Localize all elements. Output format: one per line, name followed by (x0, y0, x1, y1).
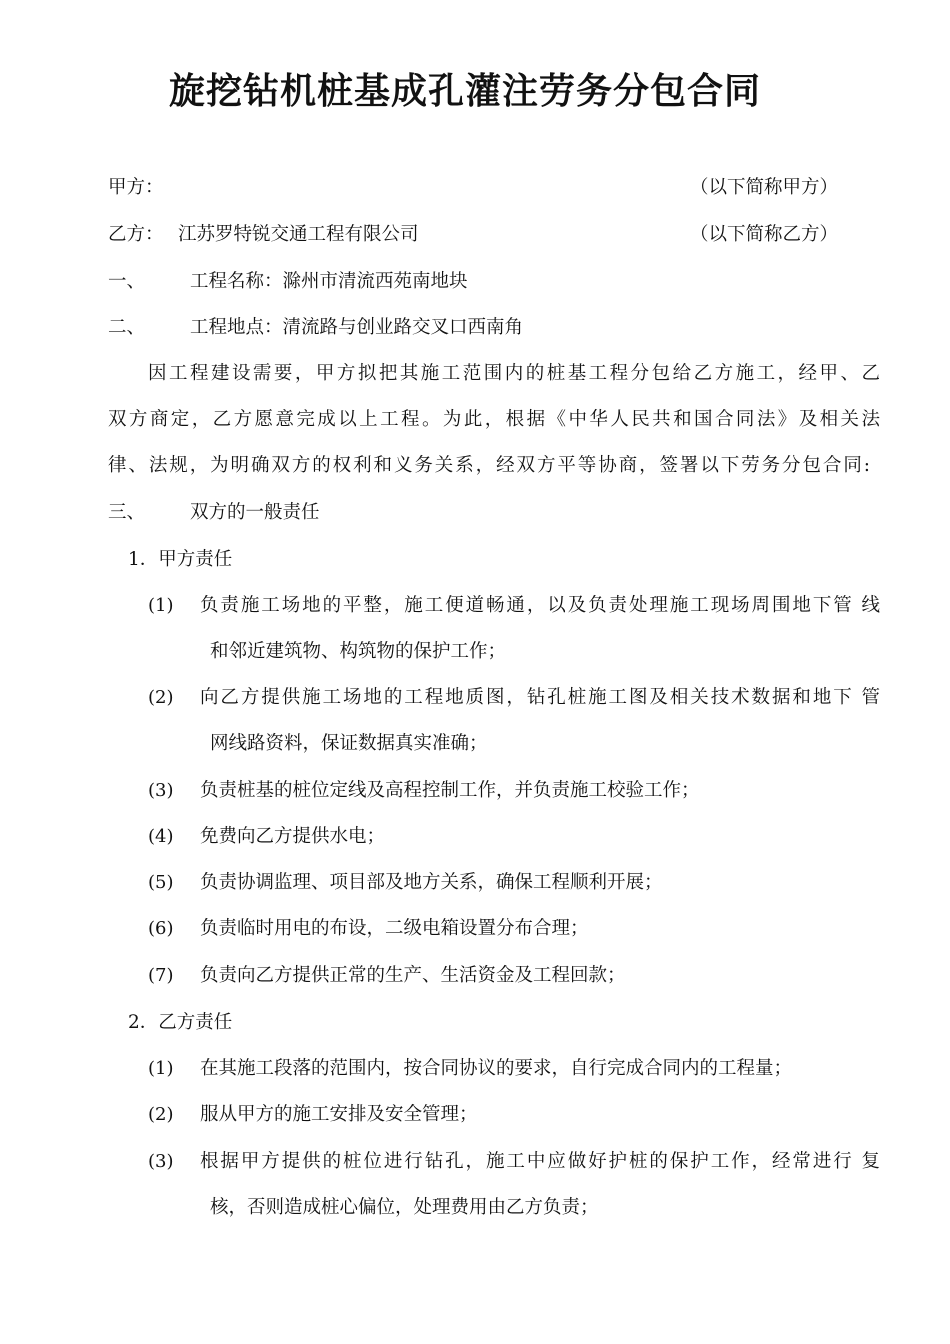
intro-line-3: 律、法规，为明确双方的权利和义务关系，经双方平等协商，签署以下劳务分包合同: (108, 455, 870, 476)
party-b-duties-heading: 2．乙方责任 (128, 1012, 233, 1033)
party-a-item-5-number: (5) (148, 872, 174, 893)
party-a-item-3-number: (3) (148, 780, 174, 801)
party-a-item-3-text: 负责桩基的桩位定线及高程控制工作，并负责施工校验工作； (200, 780, 700, 801)
party-a-item-4-number: (4) (148, 826, 174, 847)
party-a-item-1-number: (1) (148, 595, 174, 616)
party-b-item-1-number: (1) (148, 1058, 174, 1079)
intro-line-2: 双方商定，乙方愿意完成以上工程。为此，根据《中华人民共和国合同法》及相关法 (108, 409, 880, 430)
party-a-item-6-text: 负责临时用电的布设，二级电箱设置分布合理； (200, 918, 589, 939)
party-b-name: 江苏罗特锐交通工程有限公司 (178, 224, 419, 245)
party-a-item-1-line-2: 和邻近建筑物、构筑物的保护工作； (210, 641, 507, 662)
section-3-number: 三、 (108, 502, 146, 523)
party-b-note: （以下简称乙方） (690, 224, 839, 245)
party-b-item-3-number: (3) (148, 1151, 174, 1172)
section-3-heading: 双方的一般责任 (190, 502, 320, 523)
party-b-item-1-text: 在其施工段落的范围内，按合同协议的要求，自行完成合同内的工程量； (200, 1058, 793, 1079)
party-a-item-7-text: 负责向乙方提供正常的生产、生活资金及工程回款； (200, 965, 626, 986)
party-a-item-7-number: (7) (148, 965, 174, 986)
party-a-item-5-text: 负责协调监理、项目部及地方关系，确保工程顺利开展； (200, 872, 663, 893)
party-b-label: 乙方： (108, 224, 164, 245)
section-2-project-location: 工程地点：清流路与创业路交叉口西南角 (190, 317, 524, 338)
party-b-item-2-text: 服从甲方的施工安排及安全管理； (200, 1104, 478, 1125)
party-a-item-2-line-2: 网线路资料，保证数据真实准确； (210, 733, 488, 754)
party-a-item-4-text: 免费向乙方提供水电； (200, 826, 386, 847)
section-1-project-name: 工程名称：滁州市清流西苑南地块 (190, 271, 468, 292)
contract-title: 旋挖钻机桩基成孔灌注劳务分包合同 (168, 71, 761, 112)
party-b-item-3-line-2: 核，否则造成桩心偏位，处理费用由乙方负责； (210, 1197, 599, 1218)
party-a-duties-heading: 1．甲方责任 (128, 549, 233, 570)
party-a-item-1-line-1: 负责施工场地的平整，施工便道畅通，以及负责处理施工现场周围地下管 线 (200, 595, 880, 616)
party-a-item-6-number: (6) (148, 918, 174, 939)
intro-line-1: 因工程建设需要，甲方拟把其施工范围内的桩基工程分包给乙方施工，经甲、乙 (148, 363, 880, 384)
party-a-label: 甲方： (108, 177, 164, 198)
section-2-number: 二、 (108, 317, 146, 338)
party-a-note: （以下简称甲方） (690, 177, 839, 198)
party-b-item-2-number: (2) (148, 1104, 174, 1125)
party-a-item-2-line-1: 向乙方提供施工场地的工程地质图，钻孔桩施工图及相关技术数据和地下 管 (200, 687, 880, 708)
section-1-number: 一、 (108, 271, 146, 292)
party-b-item-3-line-1: 根据甲方提供的桩位进行钻孔，施工中应做好护桩的保护工作，经常进行 复 (200, 1151, 880, 1172)
party-a-item-2-number: (2) (148, 687, 174, 708)
